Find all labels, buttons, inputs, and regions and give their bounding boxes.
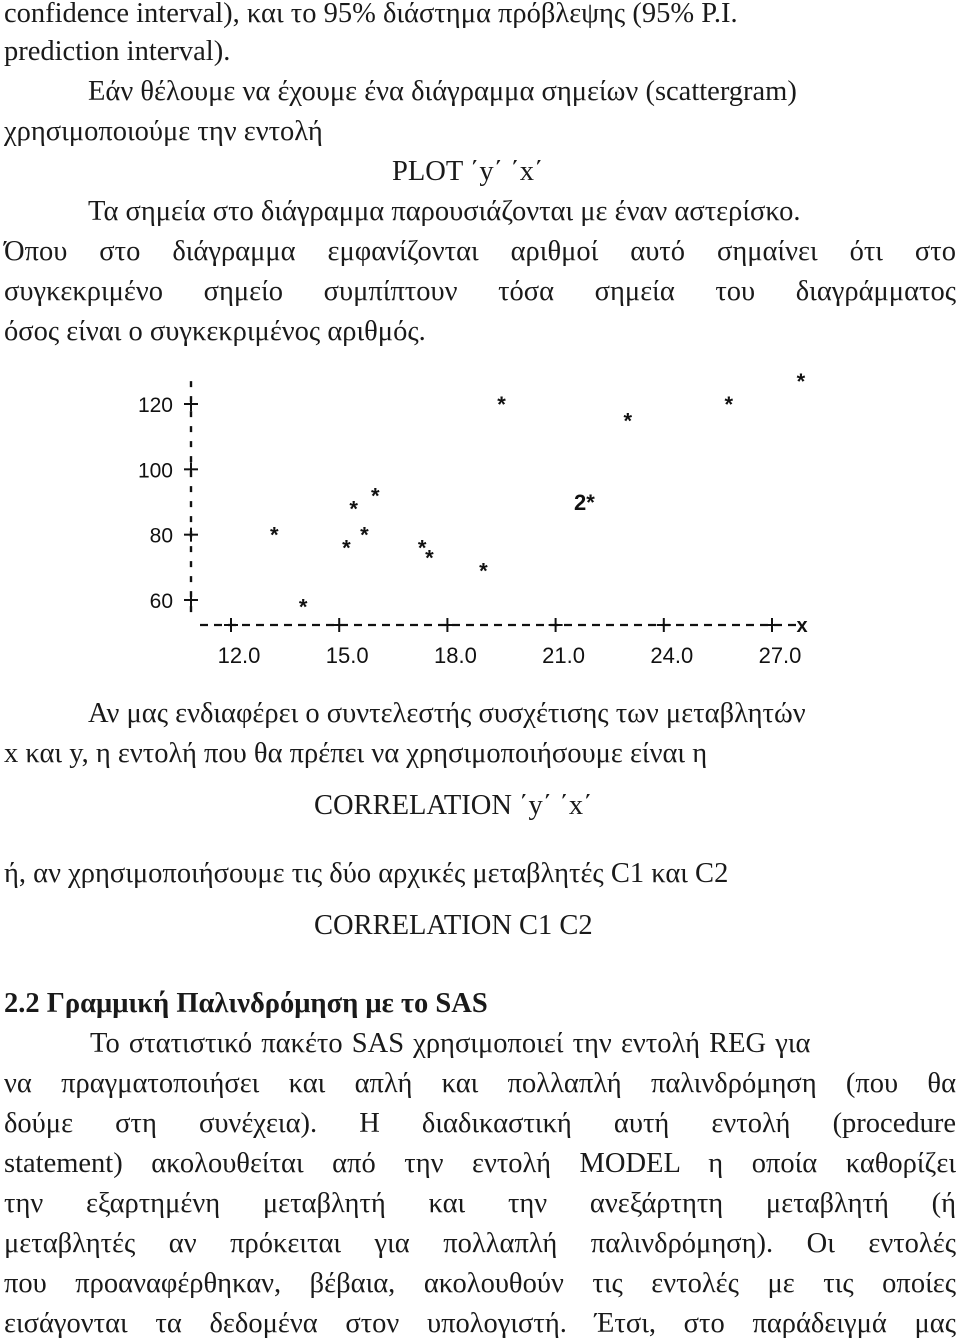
data-point: * [425, 545, 434, 571]
data-point: * [269, 522, 279, 548]
data-point: * [796, 369, 806, 395]
data-point: * [623, 408, 633, 434]
plot-command: PLOT ΄y΄ ΄x΄ [392, 156, 544, 187]
data-point: * [360, 522, 369, 548]
text-line: Όπου στο διάγραμμα εμφανίζονται αριθμοί αυτό σημαίνει ότι στο [4, 236, 956, 267]
text-line: συγκεκριμένο σημείο συμπίπτουν τόσα σημεία του διαγράμματος [4, 276, 956, 307]
x-tick-label: 15.0 [325, 643, 369, 668]
data-point: * [724, 392, 734, 417]
correlation-command: CORRELATION C1 C2 [314, 910, 593, 941]
scatter-plot [0, 360, 960, 690]
data-point: * [417, 535, 427, 561]
text-line: την εξαρτημένη μεταβλητή και την ανεξάρτητη μεταβλητή (ή [4, 1188, 956, 1219]
text-line: prediction interval). [4, 36, 231, 67]
text-line: να πραγματοποιήσει και απλή και πολλαπλή παλινδρόμηση (που θα [4, 1068, 956, 1099]
correlation-command: CORRELATION ΄y΄ ΄x΄ [314, 790, 593, 821]
text-line: ή, αν χρησιμοποιήσουμε τις δύο αρχικές μεταβλητές C1 και C2 [4, 858, 729, 889]
data-point: * [497, 392, 506, 417]
text-line: Εάν θέλουμε να έχουμε ένα διάγραμμα σημείων (scattergram) [88, 76, 797, 107]
data-point: * [370, 483, 380, 509]
x-tick-label: 21.0 [542, 643, 586, 668]
text-line: Τα σημεία στο διάγραμμα παρουσιάζονται με έναν αστερίσκο. [88, 196, 801, 227]
data-point: * [298, 594, 308, 620]
data-point: * [349, 496, 358, 522]
text-line: μεταβλητές αν πρόκειται για πολλαπλή παλινδρόμηση). Οι εντολές [4, 1228, 956, 1259]
text-line: χρησιμοποιούμε την εντολή [4, 116, 323, 147]
y-tick-label: 80 [149, 524, 173, 548]
text-line: όσος είναι ο συγκεκριμένος αριθμός. [4, 316, 426, 347]
data-point: * [479, 558, 488, 584]
section-heading: 2.2 Γραμμική Παλινδρόμηση με το SAS [4, 988, 488, 1019]
y-tick-label: 120 [137, 394, 173, 417]
text-line: Το στατιστικό πακέτο SAS χρησιμοποιεί την εντολή REG για [90, 1028, 811, 1059]
x-tick-label: 24.0 [650, 643, 694, 668]
scatter-plot-svg [0, 360, 960, 690]
x-tick-label: 12.0 [217, 643, 261, 668]
text-line: δούμε στη συνέχεια). Η διαδικαστική αυτή εντολή (procedure [4, 1108, 956, 1139]
text-line: confidence interval), και το 95% διάστημα πρόβλεψης (95% P.I. [4, 0, 738, 29]
text-line: x και y, η εντολή που θα πρέπει να χρησιμοποιήσουμε είναι η [4, 738, 708, 769]
y-tick-label: 60 [149, 590, 173, 613]
data-point: * [342, 535, 351, 561]
data-point: 2* [574, 490, 595, 515]
text-line: Αν μας ενδιαφέρει ο συντελεστής συσχέτισης των μεταβλητών [88, 698, 806, 729]
text-line: που προαναφέρθηκαν, βέβαια, ακολουθούν τις εντολές με τις οποίες [4, 1268, 956, 1299]
x-axis-name: x [796, 615, 808, 637]
y-tick-label: 100 [137, 459, 173, 483]
text-line: statement) ακολουθείται από την εντολή MODEL η οποία καθορίζει [4, 1148, 956, 1179]
x-tick-label: 18.0 [433, 643, 477, 668]
text-line: εισάγονται τα δεδομένα στον υπολογιστή. Έτσι, στο παράδειγμά μας [4, 1308, 956, 1339]
x-tick-label: 27.0 [758, 643, 802, 668]
